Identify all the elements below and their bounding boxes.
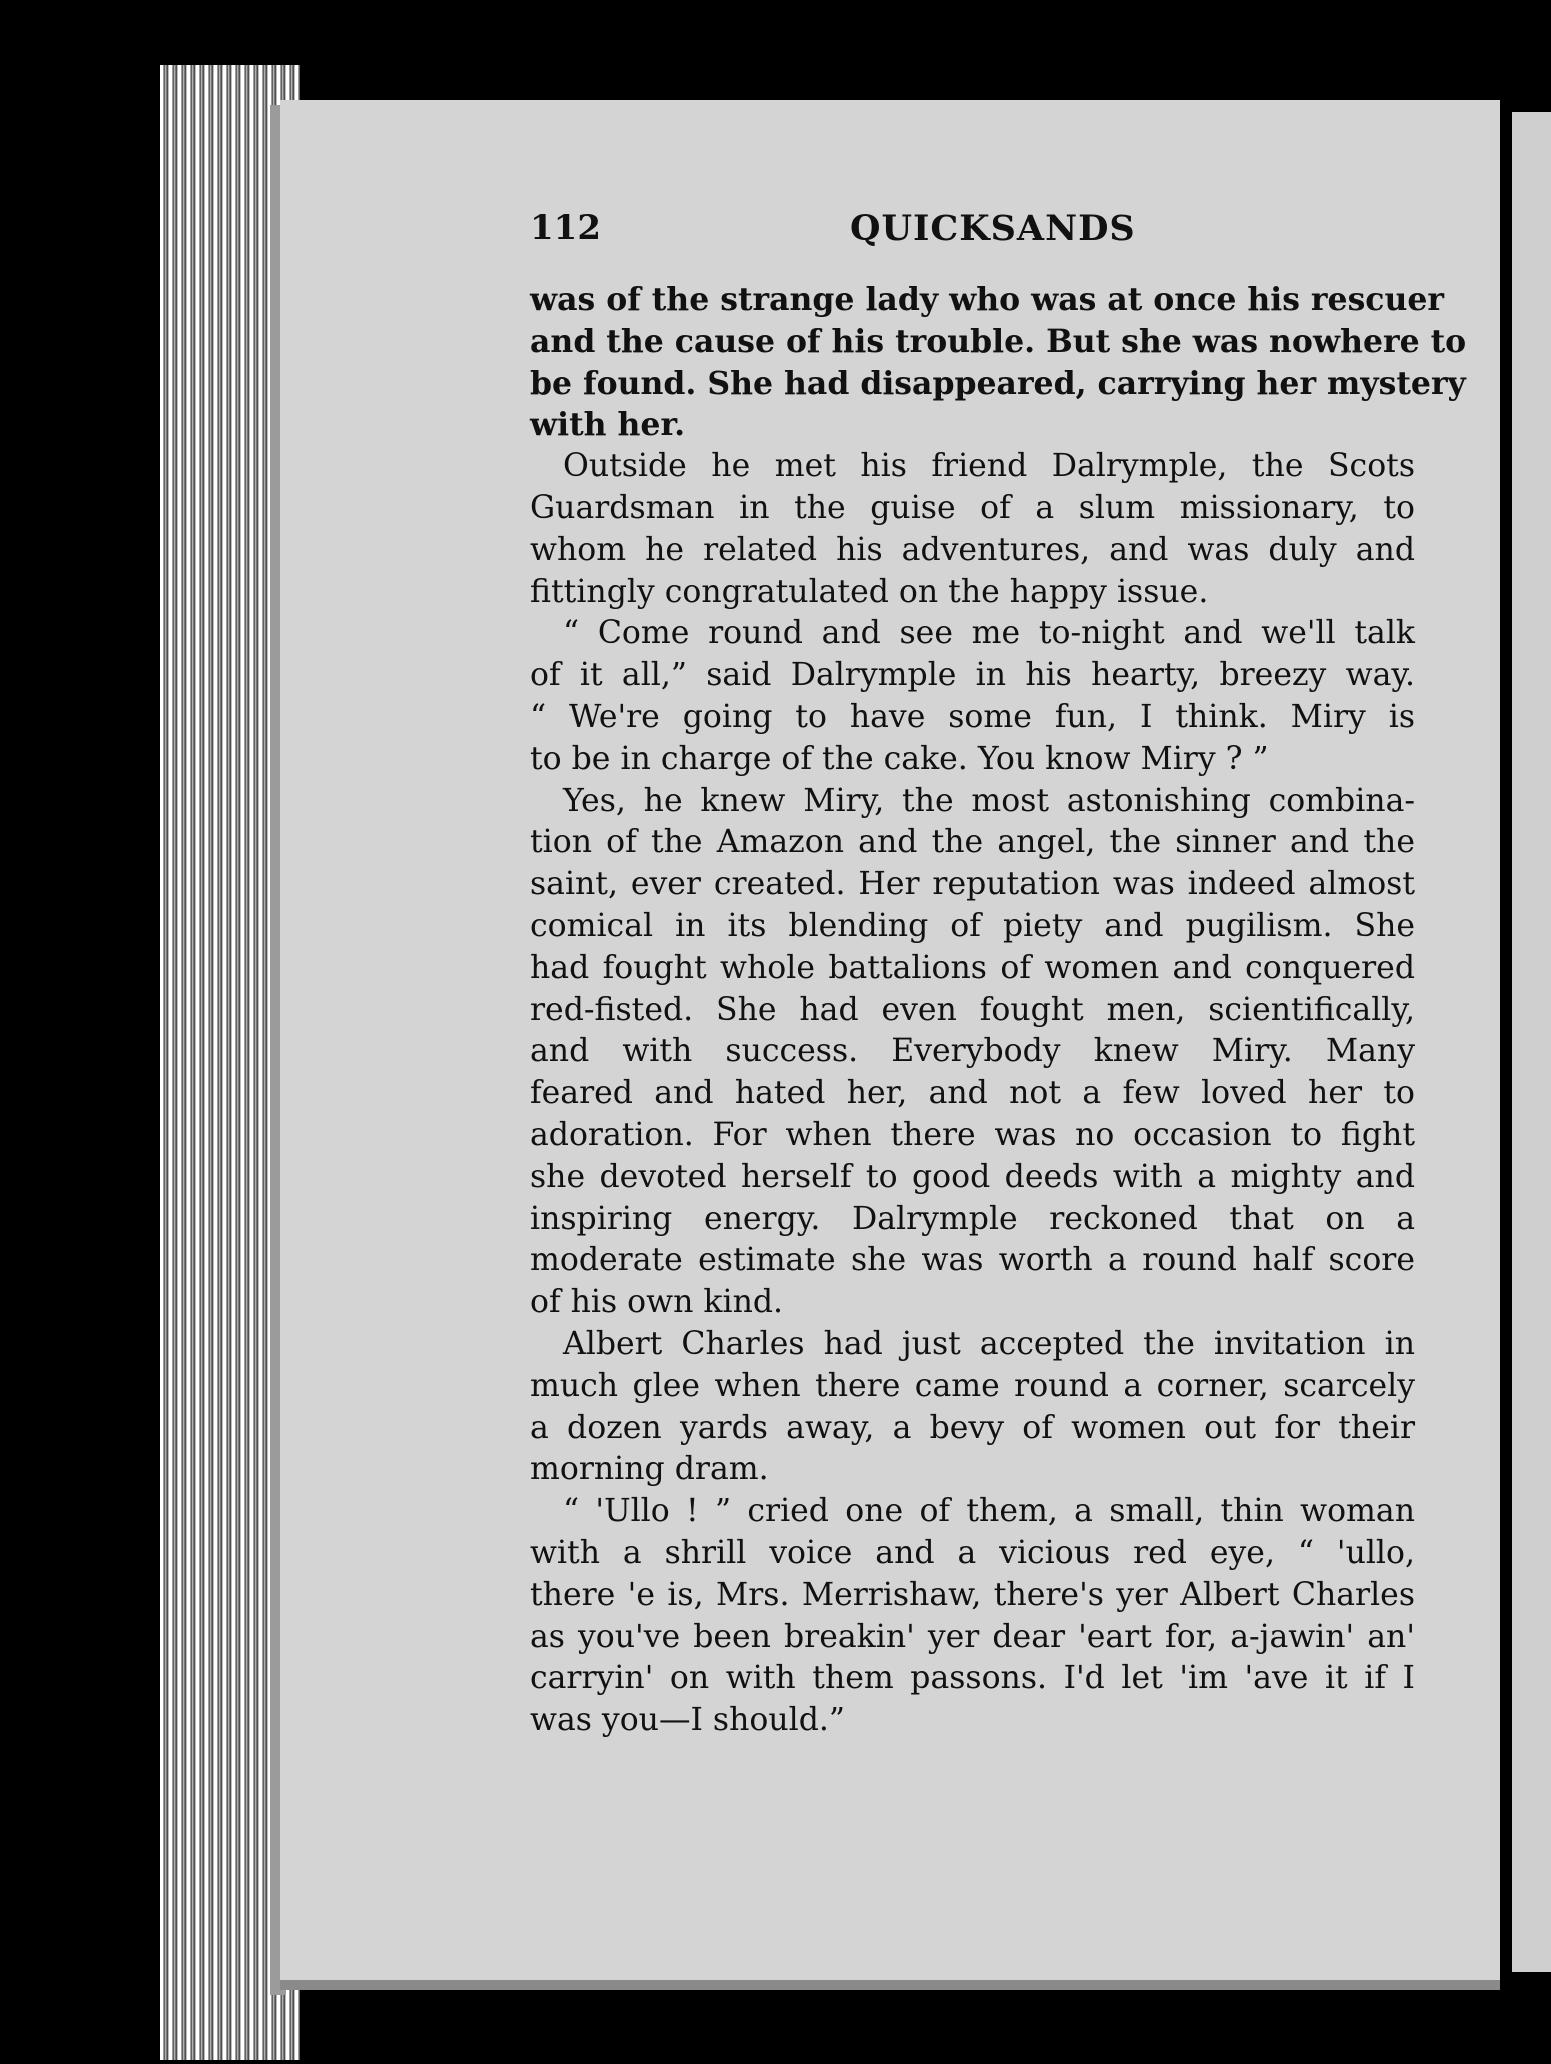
text-line: and with success. Everybody knew Miry. Many <box>530 1033 1415 1070</box>
text-line: and the cause of his trouble. But she was nowhere to <box>530 322 1467 360</box>
page-number: 112 <box>530 208 601 248</box>
text-line: much glee when there came round a corner, scarcely <box>530 1367 1415 1404</box>
text-line: saint, ever created. Her reputation was indeed almost <box>530 866 1415 903</box>
text-line: be found. She had disappeared, carrying her mystery <box>530 364 1466 402</box>
running-head <box>530 208 1385 258</box>
text-line: tion of the Amazon and the angel, the sinner and the <box>530 824 1415 861</box>
text-line: to be in charge of the cake. You know Miry ? ” <box>530 740 1269 777</box>
text-line: was of the strange lady who was at once his rescuer <box>530 281 1445 318</box>
text-line: Guardsman in the guise of a slum missionary, to <box>530 489 1415 526</box>
text-line: whom he related his adventures, and was duly and <box>530 531 1415 568</box>
text-line: with a shrill voice and a vicious red eye, “ 'ullo, <box>530 1534 1415 1571</box>
facing-page-edge <box>1512 112 1551 1972</box>
text-line: “ 'Ullo ! ” cried one of them, a small, thin woman <box>563 1493 1415 1530</box>
text-line: adoration. For when there was no occasion to fight <box>530 1116 1415 1153</box>
paragraph <box>530 781 1415 1324</box>
paragraph <box>530 279 1467 446</box>
text-line: a dozen yards away, a bevy of women out for their <box>530 1409 1415 1446</box>
text-line: had fought whole battalions of women and conquered <box>530 949 1415 986</box>
text-line: of his own kind. <box>530 1284 784 1321</box>
text-line: red-fisted. She had even fought men, scientifically, <box>530 991 1415 1028</box>
text-line: inspiring energy. Dalrymple reckoned that on a <box>530 1200 1415 1237</box>
text-line: “ Come round and see me to-night and we'll talk <box>563 615 1415 652</box>
text-line: carryin' on with them passons. I'd let 'im 'ave it if I <box>530 1660 1415 1697</box>
text-line: morning dram. <box>530 1451 769 1488</box>
text-line: was you—I should.” <box>530 1702 845 1739</box>
body-text <box>530 279 1467 1742</box>
text-line: with her. <box>530 406 686 444</box>
text-line: comical in its blending of piety and pugilism. She <box>530 907 1415 944</box>
text-line: Outside he met his friend Dalrymple, the Scots <box>563 448 1415 485</box>
text-line: fittingly congratulated on the happy issue. <box>530 573 1209 610</box>
paragraph <box>530 446 1415 613</box>
paragraph <box>530 613 1415 780</box>
text-line: moderate estimate she was worth a round half score <box>530 1242 1415 1279</box>
text-line: she devoted herself to good deeds with a mighty and <box>530 1158 1415 1195</box>
paragraph <box>530 1324 1415 1491</box>
text-line: feared and hated her, and not a few loved her to <box>530 1075 1415 1112</box>
text-line: “ We're going to have some fun, I think. Miry is <box>530 698 1415 735</box>
paragraph <box>530 1491 1415 1742</box>
text-line: there 'e is, Mrs. Merrishaw, there's yer Albert Charles <box>530 1576 1415 1613</box>
text-line: as you've been breakin' yer dear 'eart for, a-jawin' an' <box>530 1618 1415 1655</box>
text-line: Albert Charles had just accepted the invitation in <box>563 1325 1415 1362</box>
page-title: QUICKSANDS <box>850 208 1136 249</box>
text-line: of it all,” said Dalrymple in his hearty, breezy way. <box>530 657 1415 694</box>
text-line: Yes, he knew Miry, the most astonishing combina- <box>563 782 1415 819</box>
